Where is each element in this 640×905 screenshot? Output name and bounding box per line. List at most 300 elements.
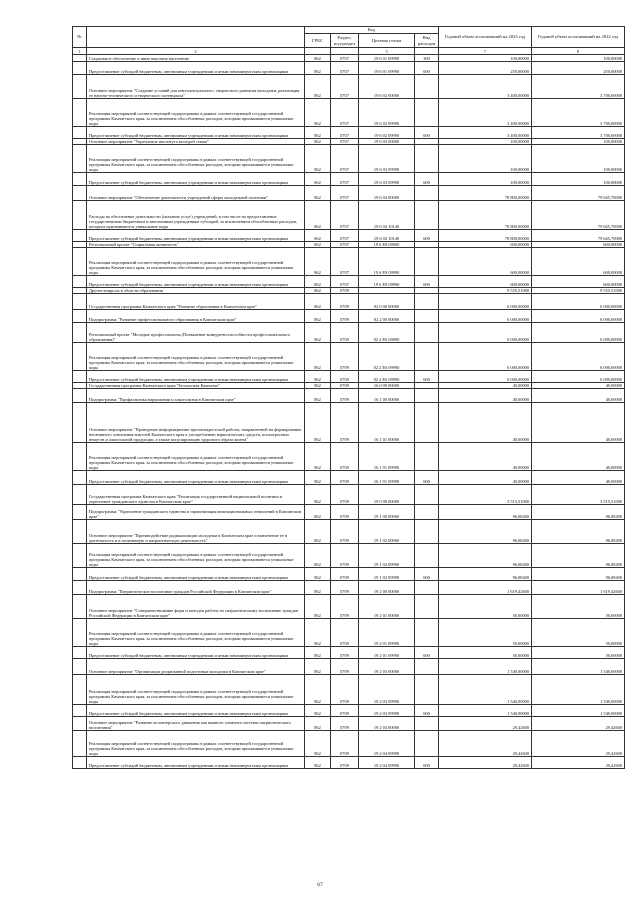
row-target-article-cell: 19 6 03 00000 — [359, 139, 415, 145]
row-amount-2022-cell: 1 540,00000 — [532, 705, 625, 717]
row-number-cell — [73, 276, 87, 288]
row-target-article-cell: 02 2 00 00000 — [359, 310, 415, 323]
row-number-cell — [73, 343, 87, 371]
row-amount-2023-cell: 96,08400 — [439, 505, 532, 520]
row-number-cell — [73, 294, 87, 310]
table-row — [73, 186, 625, 201]
row-name-cell: Предоставление субсидий бюджетным, автономным учреждениям и иным некоммерческим организациям — [87, 62, 305, 75]
row-amount-2022-cell: 6 000,00000 — [532, 323, 625, 343]
row-razdel-cell: 0707 — [331, 139, 359, 145]
row-razdel-cell: 0709 — [331, 505, 359, 520]
row-razdel-cell: 0709 — [331, 544, 359, 568]
row-target-article-cell: 02 2 E6 09990 — [359, 343, 415, 371]
row-amount-2023-cell: 29,42600 — [439, 757, 532, 769]
row-expense-type-cell — [415, 294, 439, 310]
row-amount-2022-cell: 50,00000 — [532, 595, 625, 619]
row-amount-2022-cell: 100,00000 — [532, 55, 625, 62]
row-name-cell: Основное мероприятие "Обеспечение деятельности учреждений сферы молодежной политики" — [87, 186, 305, 201]
row-razdel-cell: 0707 — [331, 173, 359, 186]
row-amount-2023-cell: 6 000,00000 — [439, 323, 532, 343]
row-amount-2022-cell: 40,00000 — [532, 383, 625, 389]
row-razdel-cell: 0709 — [331, 288, 359, 294]
budget-sheet — [72, 26, 624, 769]
row-number-cell — [73, 485, 87, 505]
row-name-cell: Региональный проект "Социальная активность" — [87, 242, 305, 248]
row-expense-type-cell: 600 — [415, 276, 439, 288]
row-amount-2022-cell: 29,42600 — [532, 717, 625, 731]
row-amount-2023-cell: 78 800,00000 — [439, 186, 532, 201]
row-expense-type-cell — [415, 581, 439, 595]
row-grbs-cell: 862 — [305, 145, 331, 173]
row-amount-2022-cell: 40,00000 — [532, 443, 625, 471]
row-target-article-cell: 16 1 01 09990 — [359, 443, 415, 471]
row-grbs-cell: 862 — [305, 186, 331, 201]
table-row — [73, 323, 625, 343]
row-amount-2022-cell: 250,00000 — [532, 62, 625, 75]
row-grbs-cell: 862 — [305, 173, 331, 186]
row-grbs-cell: 862 — [305, 127, 331, 139]
row-amount-2022-cell: 1 540,00000 — [532, 659, 625, 675]
row-razdel-cell: 0709 — [331, 659, 359, 675]
row-amount-2023-cell: 29,42600 — [439, 731, 532, 757]
row-razdel-cell: 0709 — [331, 581, 359, 595]
table-row — [73, 230, 625, 242]
table-row — [73, 145, 625, 173]
table-row — [73, 595, 625, 619]
table-row — [73, 485, 625, 505]
row-grbs-cell: 862 — [305, 288, 331, 294]
header-name — [87, 27, 305, 48]
table-row — [73, 757, 625, 769]
column-index: 3 — [359, 48, 415, 55]
row-grbs-cell: 862 — [305, 389, 331, 403]
table-row — [73, 659, 625, 675]
header-code-group: Код — [305, 27, 439, 34]
row-razdel-cell: 0709 — [331, 647, 359, 659]
row-razdel-cell: 0709 — [331, 443, 359, 471]
row-amount-2022-cell: 6 000,00000 — [532, 294, 625, 310]
row-grbs-cell: 862 — [305, 659, 331, 675]
table-row — [73, 520, 625, 544]
row-number-cell — [73, 717, 87, 731]
row-number-cell — [73, 127, 87, 139]
row-razdel-cell: 0709 — [331, 619, 359, 647]
row-grbs-cell: 862 — [305, 757, 331, 769]
row-grbs-cell: 862 — [305, 705, 331, 717]
row-expense-type-cell — [415, 145, 439, 173]
row-number-cell — [73, 705, 87, 717]
table-row — [73, 568, 625, 581]
row-razdel-cell: 0707 — [331, 230, 359, 242]
row-number-cell — [73, 310, 87, 323]
row-grbs-cell: 862 — [305, 248, 331, 276]
row-grbs-cell: 862 — [305, 520, 331, 544]
row-amount-2023-cell: 40,00000 — [439, 383, 532, 389]
row-name-cell: Подпрограмма "Укрепление гражданского единства и гармонизация межнациональных отношений в Камчатском крае" — [87, 505, 305, 520]
row-grbs-cell: 862 — [305, 383, 331, 389]
row-razdel-cell: 0707 — [331, 75, 359, 99]
row-razdel-cell: 0709 — [331, 485, 359, 505]
row-target-article-cell: 16 1 00 00000 — [359, 389, 415, 403]
row-target-article-cell: 19 6 02 09990 — [359, 127, 415, 139]
row-amount-2023-cell: 3 400,00000 — [439, 75, 532, 99]
row-name-cell: Основное мероприятие "Совершенствование форм и методов работы по патриотическому воспитанию граждан Российской Федерации в Камчатском крае" — [87, 595, 305, 619]
table-row — [73, 705, 625, 717]
row-amount-2023-cell: 50,00000 — [439, 619, 532, 647]
row-number-cell — [73, 443, 87, 471]
row-expense-type-cell: 600 — [415, 705, 439, 717]
row-expense-type-cell — [415, 323, 439, 343]
row-razdel-cell: 0709 — [331, 568, 359, 581]
row-amount-2022-cell: 3 700,00000 — [532, 127, 625, 139]
row-number-cell — [73, 757, 87, 769]
row-expense-type-cell — [415, 389, 439, 403]
table-row — [73, 471, 625, 485]
row-number-cell — [73, 520, 87, 544]
row-expense-type-cell — [415, 99, 439, 127]
row-name-cell: Реализация мероприятий соответствующей подпрограммы в рамках соответствующей государственной программы Камчатского края, за исключением обособленных расходов, которым присваиваются уникальные коды — [87, 248, 305, 276]
row-amount-2023-cell: 96,08400 — [439, 520, 532, 544]
row-name-cell: Реализация мероприятий соответствующей подпрограммы в рамках соответствующей государственной программы Камчатского края, за исключением обособленных расходов, которым присваиваются уникальные коды — [87, 619, 305, 647]
row-grbs-cell: 862 — [305, 242, 331, 248]
row-target-article-cell: 19 2 03 00000 — [359, 659, 415, 675]
row-amount-2022-cell: 600,00000 — [532, 248, 625, 276]
table-row — [73, 248, 625, 276]
row-grbs-cell: 862 — [305, 310, 331, 323]
row-name-cell: Реализация мероприятий соответствующей подпрограммы в рамках соответствующей государственной программы Камчатского края, за исключением обособленных расходов, которым присваиваются уникальные коды — [87, 443, 305, 471]
row-name-cell: Основное мероприятие "Укрепление института молодой семьи" — [87, 139, 305, 145]
row-expense-type-cell: 600 — [415, 568, 439, 581]
row-name-cell: Предоставление субсидий бюджетным, автономным учреждениям и иным некоммерческим организациям — [87, 173, 305, 186]
row-grbs-cell: 862 — [305, 471, 331, 485]
row-target-article-cell: 19 6 E8 09990 — [359, 276, 415, 288]
row-expense-type-cell — [415, 659, 439, 675]
row-grbs-cell: 862 — [305, 139, 331, 145]
row-razdel-cell: 0709 — [331, 731, 359, 757]
row-razdel-cell: 0709 — [331, 383, 359, 389]
row-name-cell: Подпрограмма "Развитие профессионального образования в Камчатском крае" — [87, 310, 305, 323]
table-row — [73, 343, 625, 371]
row-razdel-cell: 0707 — [331, 99, 359, 127]
row-name-cell: Предоставление субсидий бюджетным, автономным учреждениям и иным некоммерческим организациям — [87, 371, 305, 383]
row-target-article-cell: 02 2 E6 09990 — [359, 371, 415, 383]
row-amount-2023-cell: 40,00000 — [439, 403, 532, 443]
row-grbs-cell: 862 — [305, 230, 331, 242]
row-expense-type-cell — [415, 619, 439, 647]
row-name-cell: Государственная программа Камчатского края "Развитие образования в Камчатском крае" — [87, 294, 305, 310]
row-amount-2023-cell: 29,42600 — [439, 717, 532, 731]
table-row — [73, 62, 625, 75]
row-amount-2022-cell: 96,08400 — [532, 544, 625, 568]
row-amount-2023-cell: 50,00000 — [439, 595, 532, 619]
row-amount-2022-cell: 600,00000 — [532, 276, 625, 288]
row-razdel-cell: 0709 — [331, 323, 359, 343]
row-amount-2022-cell: 79 645,70000 — [532, 230, 625, 242]
row-grbs-cell: 862 — [305, 371, 331, 383]
table-row — [73, 505, 625, 520]
row-name-cell: Предоставление субсидий бюджетным, автономным учреждениям и иным некоммерческим организациям — [87, 276, 305, 288]
row-razdel-cell: 0709 — [331, 595, 359, 619]
row-amount-2022-cell: 1 619,42600 — [532, 581, 625, 595]
table-row — [73, 371, 625, 383]
row-amount-2023-cell: 3 400,00000 — [439, 99, 532, 127]
row-amount-2022-cell: 100,00000 — [532, 173, 625, 186]
row-expense-type-cell — [415, 505, 439, 520]
row-expense-type-cell — [415, 310, 439, 323]
row-amount-2022-cell: 50,00000 — [532, 647, 625, 659]
row-number-cell — [73, 186, 87, 201]
row-razdel-cell: 0709 — [331, 310, 359, 323]
row-expense-type-cell: 600 — [415, 757, 439, 769]
table-row — [73, 544, 625, 568]
row-razdel-cell: 0709 — [331, 371, 359, 383]
row-amount-2022-cell: 100,00000 — [532, 139, 625, 145]
row-number-cell — [73, 659, 87, 675]
row-expense-type-cell: 600 — [415, 62, 439, 75]
row-amount-2023-cell: 50,00000 — [439, 647, 532, 659]
row-target-article-cell: 19 6 02 09990 — [359, 99, 415, 127]
row-amount-2023-cell: 100,00000 — [439, 173, 532, 186]
table-row — [73, 173, 625, 186]
row-expense-type-cell: 300 — [415, 55, 439, 62]
row-grbs-cell: 862 — [305, 647, 331, 659]
row-name-cell: Основное мероприятие "Организация допризывной подготовки молодежи в Камчатском крае" — [87, 659, 305, 675]
row-expense-type-cell: 600 — [415, 127, 439, 139]
table-row — [73, 675, 625, 705]
row-razdel-cell: 0707 — [331, 248, 359, 276]
row-number-cell — [73, 99, 87, 127]
row-name-cell: Реализация мероприятий соответствующей подпрограммы в рамках соответствующей государственной программы Камчатского края, за исключением обособленных расходов, которым присваиваются уникальные коды — [87, 675, 305, 705]
row-amount-2023-cell: 250,00000 — [439, 62, 532, 75]
row-expense-type-cell — [415, 403, 439, 443]
column-index-row — [73, 48, 625, 55]
row-target-article-cell: 16 1 01 00000 — [359, 403, 415, 443]
row-target-article-cell: 19 6 03 09990 — [359, 145, 415, 173]
row-name-cell: Предоставление субсидий бюджетным, автономным учреждениям и иным некоммерческим организациям — [87, 757, 305, 769]
row-amount-2022-cell: 1 540,00000 — [532, 675, 625, 705]
table-row — [73, 310, 625, 323]
table-row — [73, 201, 625, 230]
row-amount-2023-cell: 3 400,00000 — [439, 127, 532, 139]
row-amount-2023-cell: 6 000,00000 — [439, 343, 532, 371]
row-name-cell: Государственная программа Камчатского края "Безопасная Камчатка" — [87, 383, 305, 389]
row-grbs-cell: 862 — [305, 294, 331, 310]
row-name-cell: Основное мероприятие "Противодействие радикализации молодежи в Камчатском крае и вовлечение ее в деятельность и в позитивную и патриотическую деятельность" — [87, 520, 305, 544]
row-target-article-cell: 19 2 00 00000 — [359, 581, 415, 595]
column-index: 7 — [439, 48, 532, 55]
row-amount-2023-cell: 100,00000 — [439, 55, 532, 62]
row-number-cell — [73, 731, 87, 757]
row-expense-type-cell — [415, 675, 439, 705]
row-amount-2023-cell: 40,00000 — [439, 443, 532, 471]
row-number-cell — [73, 403, 87, 443]
row-number-cell — [73, 201, 87, 230]
row-number-cell — [73, 145, 87, 173]
row-amount-2023-cell: 40,00000 — [439, 389, 532, 403]
row-target-article-cell: 19 2 01 09990 — [359, 647, 415, 659]
row-name-cell: Предоставление субсидий бюджетным, автономным учреждениям и иным некоммерческим организациям — [87, 127, 305, 139]
row-name-cell: Реализация мероприятий соответствующей подпрограммы в рамках соответствующей государственной программы Камчатского края, за исключением обособленных расходов, которым присваиваются уникальные коды — [87, 544, 305, 568]
row-number-cell — [73, 544, 87, 568]
header-year-2023: Годовой объем ассигнований на 2023 год — [439, 27, 532, 48]
row-amount-2023-cell: 600,00000 — [439, 276, 532, 288]
table-row — [73, 55, 625, 62]
row-name-cell: Социальное обеспечение и иные выплаты населению — [87, 55, 305, 62]
row-target-article-cell: 19 6 01 09990 — [359, 62, 415, 75]
row-razdel-cell: 0709 — [331, 471, 359, 485]
row-expense-type-cell: 600 — [415, 647, 439, 659]
row-amount-2022-cell: 6 000,00000 — [532, 371, 625, 383]
row-target-article-cell: 16 0 00 00000 — [359, 383, 415, 389]
row-amount-2023-cell: 1 540,00000 — [439, 659, 532, 675]
row-number-cell — [73, 389, 87, 403]
row-target-article-cell: 19 2 03 09990 — [359, 675, 415, 705]
table-row — [73, 581, 625, 595]
budget-table — [72, 26, 625, 769]
row-name-cell: Предоставление субсидий бюджетным, автономным учреждениям и иным некоммерческим организациям — [87, 705, 305, 717]
row-name-cell: Региональный проект "Молодые профессионалы (Повышение конкурентоспособности профессионального образования)" — [87, 323, 305, 343]
row-target-article-cell: 16 1 01 09990 — [359, 471, 415, 485]
row-amount-2023-cell: 600,00000 — [439, 248, 532, 276]
row-amount-2023-cell: 1 540,00000 — [439, 705, 532, 717]
row-name-cell: Реализация мероприятий соответствующей подпрограммы в рамках соответствующей государственной программы Камчатского края, за исключением обособленных расходов, которым присваиваются уникальные коды — [87, 145, 305, 173]
row-number-cell — [73, 248, 87, 276]
row-razdel-cell: 0709 — [331, 343, 359, 371]
row-number-cell — [73, 505, 87, 520]
row-target-article-cell: 19 0 00 00000 — [359, 485, 415, 505]
row-amount-2022-cell: 29,42600 — [532, 757, 625, 769]
row-amount-2023-cell: 1 619,42600 — [439, 581, 532, 595]
row-name-cell: Другие вопросы в области образования — [87, 288, 305, 294]
row-amount-2023-cell: 96,08400 — [439, 568, 532, 581]
row-grbs-cell: 862 — [305, 55, 331, 62]
row-grbs-cell: 862 — [305, 619, 331, 647]
row-target-article-cell: 19 2 01 09990 — [359, 619, 415, 647]
row-grbs-cell: 862 — [305, 99, 331, 127]
row-number-cell — [73, 471, 87, 485]
table-row — [73, 443, 625, 471]
row-grbs-cell: 862 — [305, 343, 331, 371]
row-grbs-cell: 862 — [305, 62, 331, 75]
row-target-article-cell: 19 6 E8 00000 — [359, 242, 415, 248]
row-number-cell — [73, 647, 87, 659]
row-razdel-cell: 0709 — [331, 389, 359, 403]
row-amount-2023-cell: 96,08400 — [439, 544, 532, 568]
row-expense-type-cell — [415, 595, 439, 619]
row-target-article-cell: 19 6 04 00000 — [359, 186, 415, 201]
row-razdel-cell: 0707 — [331, 145, 359, 173]
table-row — [73, 647, 625, 659]
row-number-cell — [73, 55, 87, 62]
row-target-article-cell: 19 1 02 09990 — [359, 544, 415, 568]
table-row — [73, 75, 625, 99]
row-number-cell — [73, 62, 87, 75]
row-razdel-cell: 0707 — [331, 276, 359, 288]
page-number: 67 — [317, 882, 323, 888]
row-name-cell: Предоставление субсидий бюджетным, автономным учреждениям и иным некоммерческим организациям — [87, 568, 305, 581]
column-index — [415, 48, 439, 55]
row-amount-2022-cell: 3 700,00000 — [532, 99, 625, 127]
column-index — [305, 48, 331, 55]
row-target-article-cell: 19 6 01 09990 — [359, 55, 415, 62]
row-name-cell: Реализация мероприятий соответствующей подпрограммы в рамках соответствующей государственной программы Камчатского края, за исключением обособленных расходов, которым присваиваются уникальные коды — [87, 99, 305, 127]
table-row — [73, 403, 625, 443]
row-target-article-cell: 19 2 04 00000 — [359, 717, 415, 731]
row-amount-2022-cell: 6 000,00000 — [532, 310, 625, 323]
row-expense-type-cell: 600 — [415, 173, 439, 186]
row-number-cell — [73, 371, 87, 383]
row-amount-2022-cell: 29,42600 — [532, 731, 625, 757]
row-amount-2023-cell: 100,00000 — [439, 145, 532, 173]
row-amount-2022-cell: 79 645,70000 — [532, 186, 625, 201]
row-grbs-cell: 862 — [305, 323, 331, 343]
row-grbs-cell: 862 — [305, 75, 331, 99]
row-amount-2022-cell: 96,08400 — [532, 505, 625, 520]
row-target-article-cell: 19 2 04 09990 — [359, 757, 415, 769]
row-grbs-cell: 862 — [305, 544, 331, 568]
row-name-cell: Реализация мероприятий соответствующей подпрограммы в рамках соответствующей государственной программы Камчатского края, за исключением обособленных расходов, которым присваиваются уникальные коды — [87, 343, 305, 371]
row-target-article-cell: 19 2 01 00000 — [359, 595, 415, 619]
row-amount-2022-cell: 79 645,70000 — [532, 201, 625, 230]
row-amount-2023-cell: 6 000,00000 — [439, 294, 532, 310]
row-grbs-cell: 862 — [305, 403, 331, 443]
row-amount-2023-cell: 40,00000 — [439, 471, 532, 485]
row-name-cell: Подпрограмма "Патриотическое воспитание граждан Российской Федерации в Камчатском крае" — [87, 581, 305, 595]
row-razdel-cell: 0709 — [331, 294, 359, 310]
row-expense-type-cell — [415, 520, 439, 544]
row-razdel-cell: 0709 — [331, 705, 359, 717]
row-target-article-cell: 19 2 04 09990 — [359, 731, 415, 757]
table-row — [73, 389, 625, 403]
row-amount-2022-cell: 50,00000 — [532, 619, 625, 647]
row-expense-type-cell — [415, 201, 439, 230]
row-amount-2023-cell: 9 555,51000 — [439, 288, 532, 294]
row-grbs-cell: 862 — [305, 443, 331, 471]
row-razdel-cell: 0709 — [331, 520, 359, 544]
row-razdel-cell: 0707 — [331, 201, 359, 230]
table-row — [73, 276, 625, 288]
row-amount-2023-cell: 100,00000 — [439, 139, 532, 145]
row-razdel-cell: 0709 — [331, 675, 359, 705]
row-name-cell: Основное мероприятие "Создание условий для интеллектуального, творческого развития молодежи, реализация ее научно-технического и творческого потенциала" — [87, 75, 305, 99]
row-number-cell — [73, 568, 87, 581]
table-row — [73, 717, 625, 731]
row-target-article-cell: 19 1 02 00000 — [359, 520, 415, 544]
row-target-article-cell: 19 6 04 10140 — [359, 201, 415, 230]
column-index: 2 — [87, 48, 305, 55]
row-name-cell: Предоставление субсидий бюджетным, автономным учреждениям и иным некоммерческим организациям — [87, 230, 305, 242]
table-row — [73, 294, 625, 310]
row-target-article-cell: 02 2 E6 00000 — [359, 323, 415, 343]
row-amount-2022-cell: 6 000,00000 — [532, 343, 625, 371]
column-index — [331, 48, 359, 55]
header-expense-type: Вид расходов — [415, 34, 439, 48]
row-razdel-cell: 0707 — [331, 242, 359, 248]
table-row — [73, 127, 625, 139]
row-razdel-cell: 0707 — [331, 55, 359, 62]
row-expense-type-cell: 600 — [415, 230, 439, 242]
row-number-cell — [73, 595, 87, 619]
row-expense-type-cell: 600 — [415, 371, 439, 383]
row-grbs-cell: 862 — [305, 505, 331, 520]
row-target-article-cell: 19 6 03 09990 — [359, 173, 415, 186]
row-grbs-cell: 862 — [305, 595, 331, 619]
row-name-cell: Государственная программа Камчатского края "Реализация государственной национальной политики и укрепление гражданского единства в Камчатском крае" — [87, 485, 305, 505]
row-target-article-cell: 19 2 03 09990 — [359, 705, 415, 717]
row-razdel-cell: 0707 — [331, 62, 359, 75]
table-row — [73, 99, 625, 127]
row-name-cell: Подпрограмма "Профилактика наркомании и алкоголизма в Камчатском крае" — [87, 389, 305, 403]
